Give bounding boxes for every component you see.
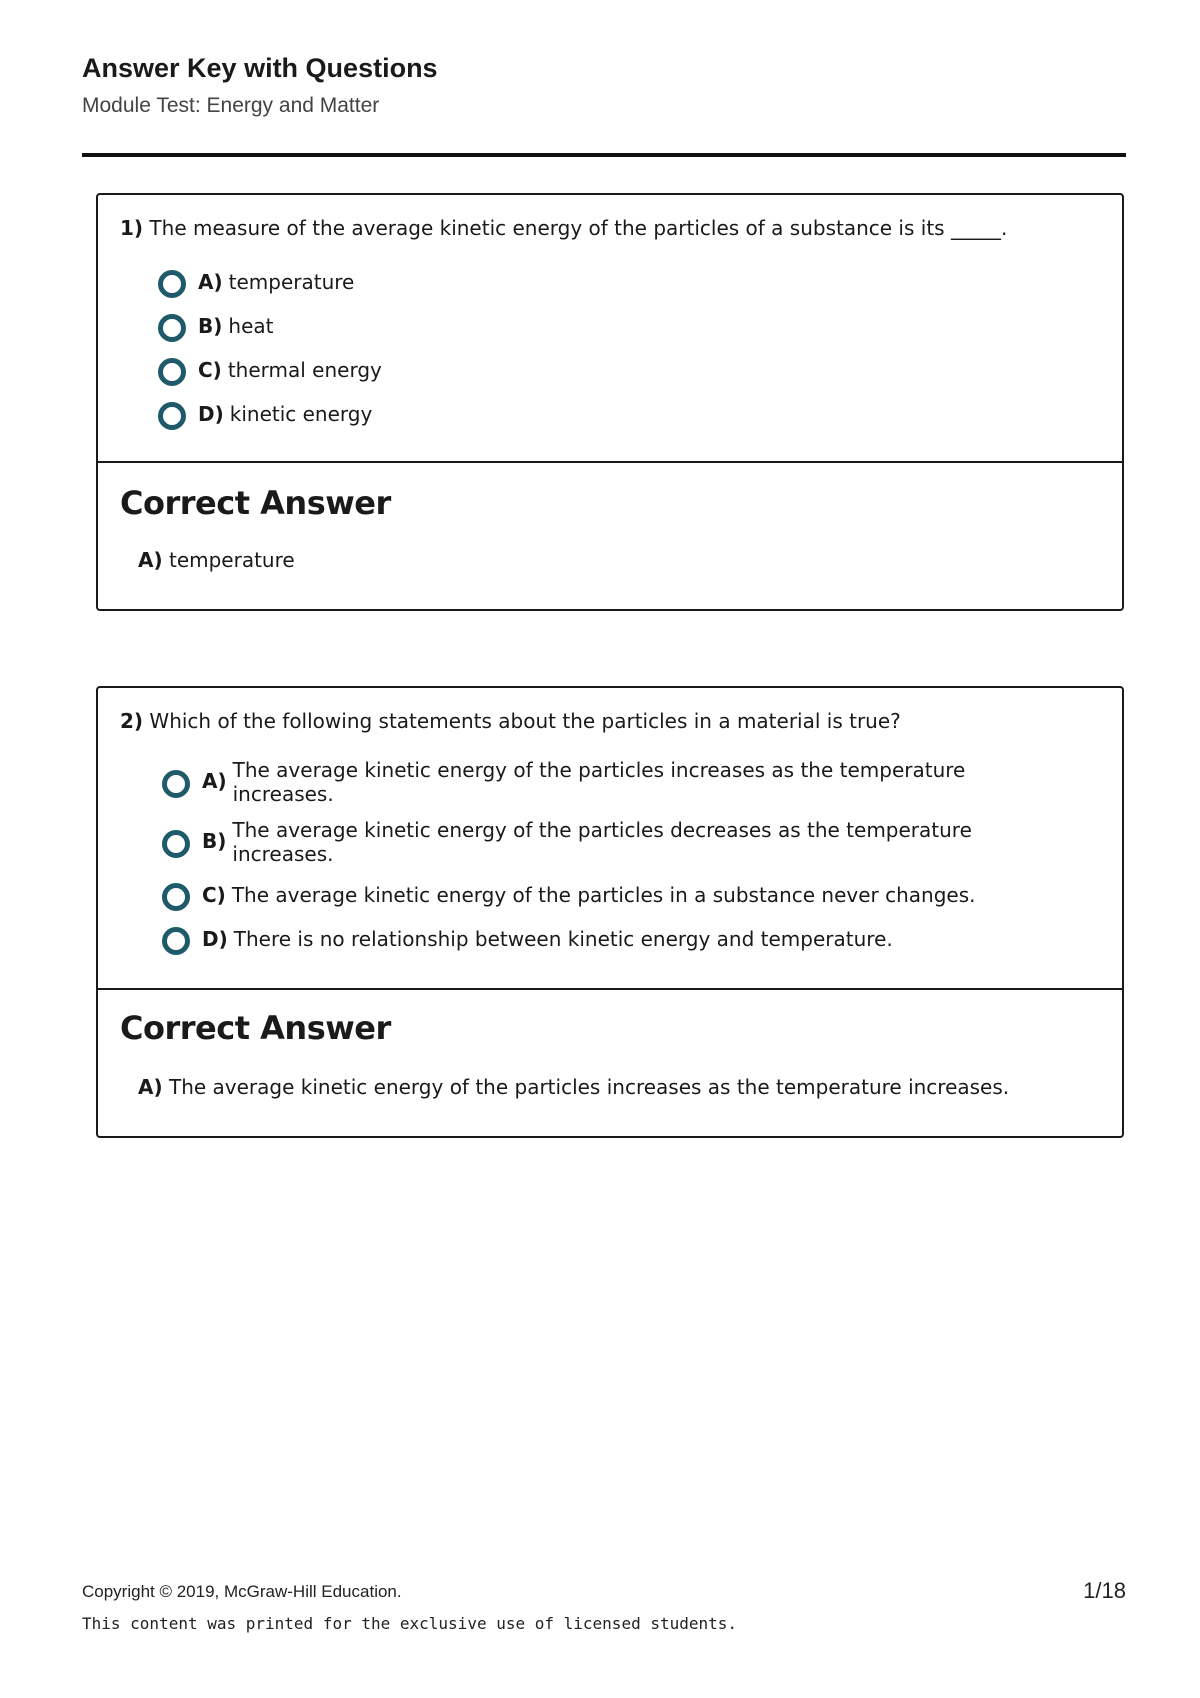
correct-answer-section <box>98 461 1122 609</box>
option-text: The average kinetic energy of the particles increases as the temperature increases. <box>232 758 966 806</box>
radio-circle-icon[interactable] <box>162 770 190 798</box>
option-label: C) <box>202 883 226 907</box>
question-text <box>120 708 901 734</box>
radio-circle-icon[interactable] <box>162 927 190 955</box>
option-text: heat <box>228 314 274 338</box>
question-prompt: The measure of the average kinetic energy of the particles of a substance is its _____. <box>149 216 1008 240</box>
option-label: B) <box>198 314 223 338</box>
radio-circle-icon[interactable] <box>158 402 186 430</box>
option-label: C) <box>198 358 222 382</box>
correct-answer-text: temperature <box>168 548 295 572</box>
option-label: D) <box>202 927 228 951</box>
option-text: temperature <box>228 270 355 294</box>
option-label: A) <box>198 270 223 294</box>
radio-circle-icon[interactable] <box>158 314 186 342</box>
copyright-text: Copyright © 2019, McGraw-Hill Education. <box>82 1582 402 1601</box>
correct-answer-heading: Correct Answer <box>120 1009 391 1047</box>
option-label: D) <box>198 402 224 426</box>
option-b[interactable] <box>162 818 1042 866</box>
license-notice: This content was printed for the exclusive use of licensed students. <box>82 1614 738 1633</box>
option-d[interactable] <box>162 926 893 955</box>
option-d[interactable] <box>158 401 372 430</box>
question-card-1 <box>96 193 1124 611</box>
option-text: There is no relationship between kinetic energy and temperature. <box>233 927 893 951</box>
option-label: A) <box>202 769 227 793</box>
option-label: B) <box>202 829 227 853</box>
footer <box>82 1578 1126 1603</box>
option-text: thermal energy <box>227 358 382 382</box>
option-b[interactable] <box>158 313 273 342</box>
option-text: The average kinetic energy of the particles in a substance never changes. <box>231 883 976 907</box>
correct-answer-section <box>98 988 1122 1136</box>
option-c[interactable] <box>158 357 382 386</box>
question-prompt: Which of the following statements about the particles in a material is true? <box>149 709 901 733</box>
correct-answer <box>138 547 295 573</box>
option-a[interactable] <box>158 269 354 298</box>
question-number: 1) <box>120 216 144 240</box>
radio-circle-icon[interactable] <box>158 358 186 386</box>
radio-circle-icon[interactable] <box>162 883 190 911</box>
option-a[interactable] <box>162 758 1042 806</box>
question-card-2 <box>96 686 1124 1138</box>
correct-answer-label: A) <box>138 1075 163 1099</box>
correct-answer-heading: Correct Answer <box>120 484 391 522</box>
correct-answer-text: The average kinetic energy of the particles increases as the temperature increases. <box>168 1075 1010 1099</box>
option-text: kinetic energy <box>229 402 373 426</box>
option-c[interactable] <box>162 882 975 911</box>
question-number: 2) <box>120 709 144 733</box>
correct-answer-label: A) <box>138 548 163 572</box>
header-divider <box>82 153 1126 157</box>
page-subtitle: Module Test: Energy and Matter <box>82 94 380 117</box>
page-number: 1/18 <box>1083 1578 1126 1603</box>
correct-answer <box>138 1074 1009 1100</box>
page-title: Answer Key with Questions <box>82 53 438 83</box>
radio-circle-icon[interactable] <box>162 830 190 858</box>
option-text: The average kinetic energy of the particles decreases as the temperature increases. <box>232 818 972 866</box>
radio-circle-icon[interactable] <box>158 270 186 298</box>
question-text <box>120 215 1007 241</box>
document-header <box>82 50 1126 120</box>
